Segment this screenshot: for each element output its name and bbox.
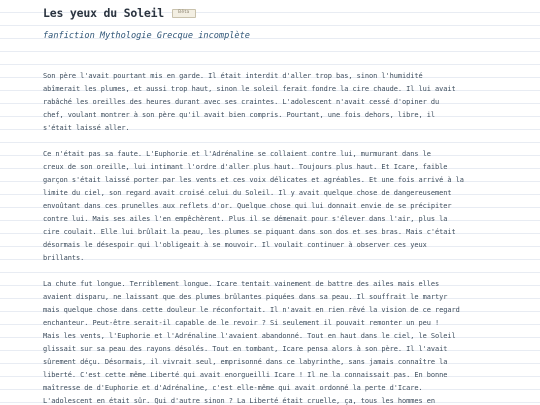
- text-line: enchanteur. Peut-être serait-il capable de le revoir ? Si seulement il pouvait remonter un peu !: [43, 319, 440, 327]
- text-line: envoûtant dans ces prunelles aux reflets d'or. Quelque chose qui lui donnait envie de se précipiter: [43, 202, 452, 210]
- text-line: sûrement déçu. Désormais, il vivrait seul, emprisonné dans ce labyrinthe, sans jamais connaître la: [43, 358, 448, 366]
- text-line: maîtresse de d'Euphorie et d'Adrénaline, c'est elle-même qui avait ordonné la perte d'Icare.: [43, 384, 423, 392]
- text-line: Son père l'avait pourtant mis en garde. Il était interdit d'aller trop bas, sinon l'humidité: [43, 72, 423, 80]
- text-line: contre lui. Mais ses ailes l'en empêchèrent. Plus il se démenait pour s'élever dans l'air, plus la: [43, 215, 448, 223]
- story-title: Les yeux du Soleil: [43, 6, 165, 20]
- story-body: [43, 70, 529, 405]
- text-line: liberté. C'est cette même Liberté qui avait enorgueilli Icare ! Il ne la connaissait pas. En bonne: [43, 371, 448, 379]
- paragraph-1: [43, 70, 529, 135]
- text-line: chef, voulant montrer à son père qu'il avait bien compris. Pourtant, une fois dehors, libre, il: [43, 111, 436, 119]
- text-line: L'adolescent en était sûr. Qui d'autre sinon ? La Liberté était cruelle, ça, tous les hommes en: [43, 397, 436, 405]
- title-row: [43, 5, 196, 21]
- text-line: cire coulait. Elle lui brûlait la peau, les plumes se piquant dans son dos et ses bras. Mais c'était: [43, 228, 456, 236]
- paragraph-2: [43, 148, 529, 265]
- text-line: glissait sur sa peau des rayons désolés. Tout en tombant, Icare pensa alors à son père. Il l'avait: [43, 345, 448, 353]
- text-line: Mais les vents, l'Euphorie et l'Adrénaline l'avaient abandonné. Tout en haut dans le ciel, le Soleil: [43, 332, 456, 340]
- text-line: Ce n'était pas sa faute. L'Euphorie et l'Adrénaline se collaient contre lui, murmurant dans le: [43, 150, 431, 158]
- text-line: abîmerait les plumes, et aussi trop haut, sinon le soleil ferait fondre la cire chaude. Il lui avait: [43, 85, 456, 93]
- text-line: garçon s'était laissé porter par les vents et ces voix délicates et agréables. Et une fois arrivé à la: [43, 176, 464, 184]
- text-line: La chute fut longue. Terriblement longue. Icare tentait vainement de battre des ailes mais elles: [43, 280, 440, 288]
- text-line: désormais le désespoir qui l'obligeait à se mouvoir. Il voulait continuer à observer ces yeux: [43, 241, 427, 249]
- text-line: creux de son oreille, lui intimant l'ordre d'aller plus haut. Toujours plus haut. Et Icare, faible: [43, 163, 448, 171]
- text-line: s'était laissé aller.: [43, 124, 130, 132]
- text-line: brillants.: [43, 254, 85, 262]
- text-line: limite du ciel, son regard avait croisé celui du Soleil. Il y avait quelque chose de dangereusement: [43, 189, 452, 197]
- text-line: mais quelque chose dans cette douleur le réconfortait. Il n'avait en rien rêvé la vision de ce regard: [43, 306, 460, 314]
- text-line: avaient disparu, ne laissant que des plumes brûlantes piquées dans sa peau. Il souffrait le martyr: [43, 293, 448, 301]
- beta-badge: Bêta: [172, 9, 196, 18]
- text-line: rabâché les oreilles des heures durant avec ses craintes. L'adolescent n'avait cessé d'opiner du: [43, 98, 440, 106]
- paragraph-3: [43, 278, 529, 405]
- story-subtitle: fanfiction Mythologie Grecque incomplète: [43, 31, 250, 41]
